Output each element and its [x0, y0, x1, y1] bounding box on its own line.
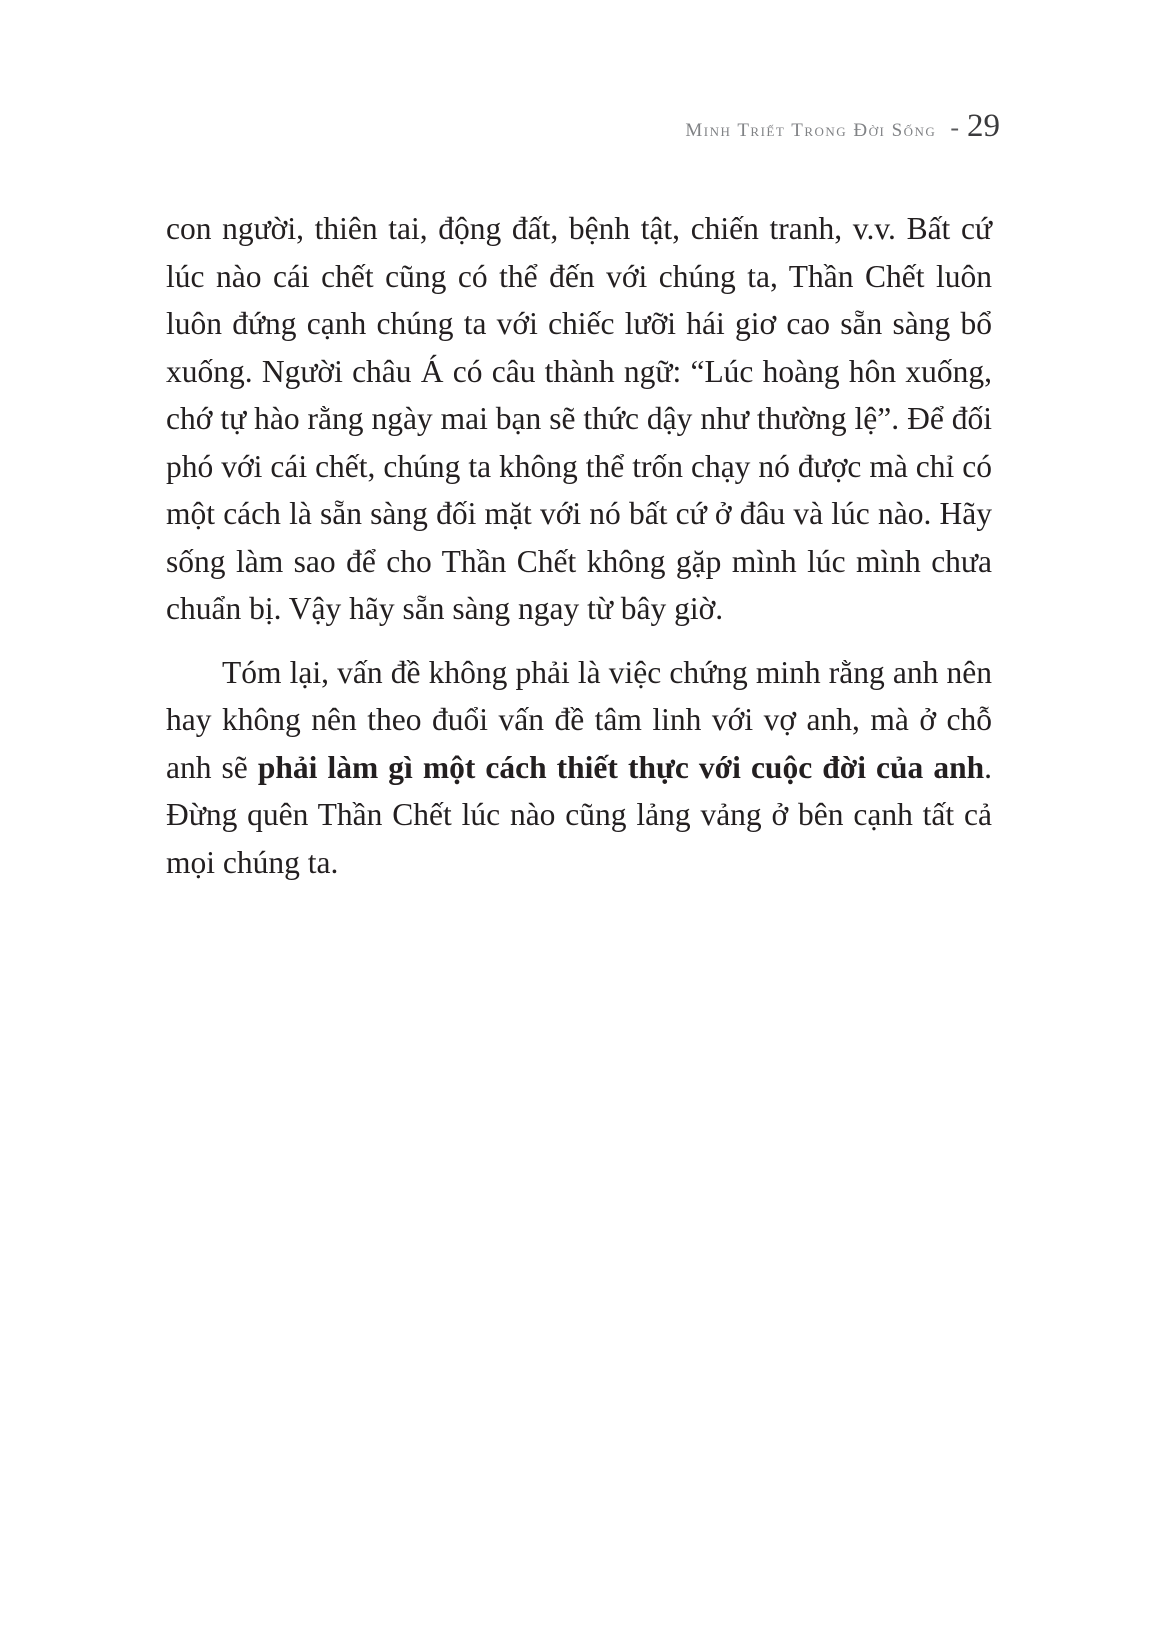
running-title: Minh Triết Trong Đời Sống [685, 120, 937, 141]
paragraph-2-emphasis: phải làm gì một cách thiết thực với cuộc đời của anh [257, 749, 985, 785]
paragraph-2-tail: . Đừng quên Thần Chết lúc nào cũng lảng vảng ở bên cạnh tất cả mọi chúng ta. [166, 749, 992, 880]
header-separator: - [950, 113, 959, 142]
running-header [685, 108, 1000, 145]
paragraph-2 [166, 649, 992, 887]
paragraph-1: con người, thiên tai, động đất, bệnh tật, chiến tranh, v.v. Bất cứ lúc nào cái chết cũng có thể đến với chúng ta, Thần Chết luôn luôn đứng cạnh chúng ta với chiếc lưỡi hái giơ cao sẵn sàng bổ xuống. Người châu Á có câu thành ngữ: “Lúc hoàng hôn xuống, chớ tự hào rằng ngày mai bạn sẽ thức dậy như thường lệ”. Để đối phó với cái chết, chúng ta không thể trốn chạy nó được mà chỉ có một cách là sẵn sàng đối mặt với nó bất cứ ở đâu và lúc nào. Hãy sống làm sao để cho Thần Chết không gặp mình lúc mình chưa chuẩn bị. Vậy hãy sẵn sàng ngay từ bây giờ. [166, 211, 992, 626]
page-number: 29 [967, 108, 1000, 144]
paragraph-2-lead: Tóm lại, vấn đề không phải là việc chứng minh rằng anh nên hay không nên theo đuổi vấn đề tâm linh với vợ anh, mà ở chỗ anh sẽ [166, 654, 992, 785]
body-text [166, 205, 992, 886]
